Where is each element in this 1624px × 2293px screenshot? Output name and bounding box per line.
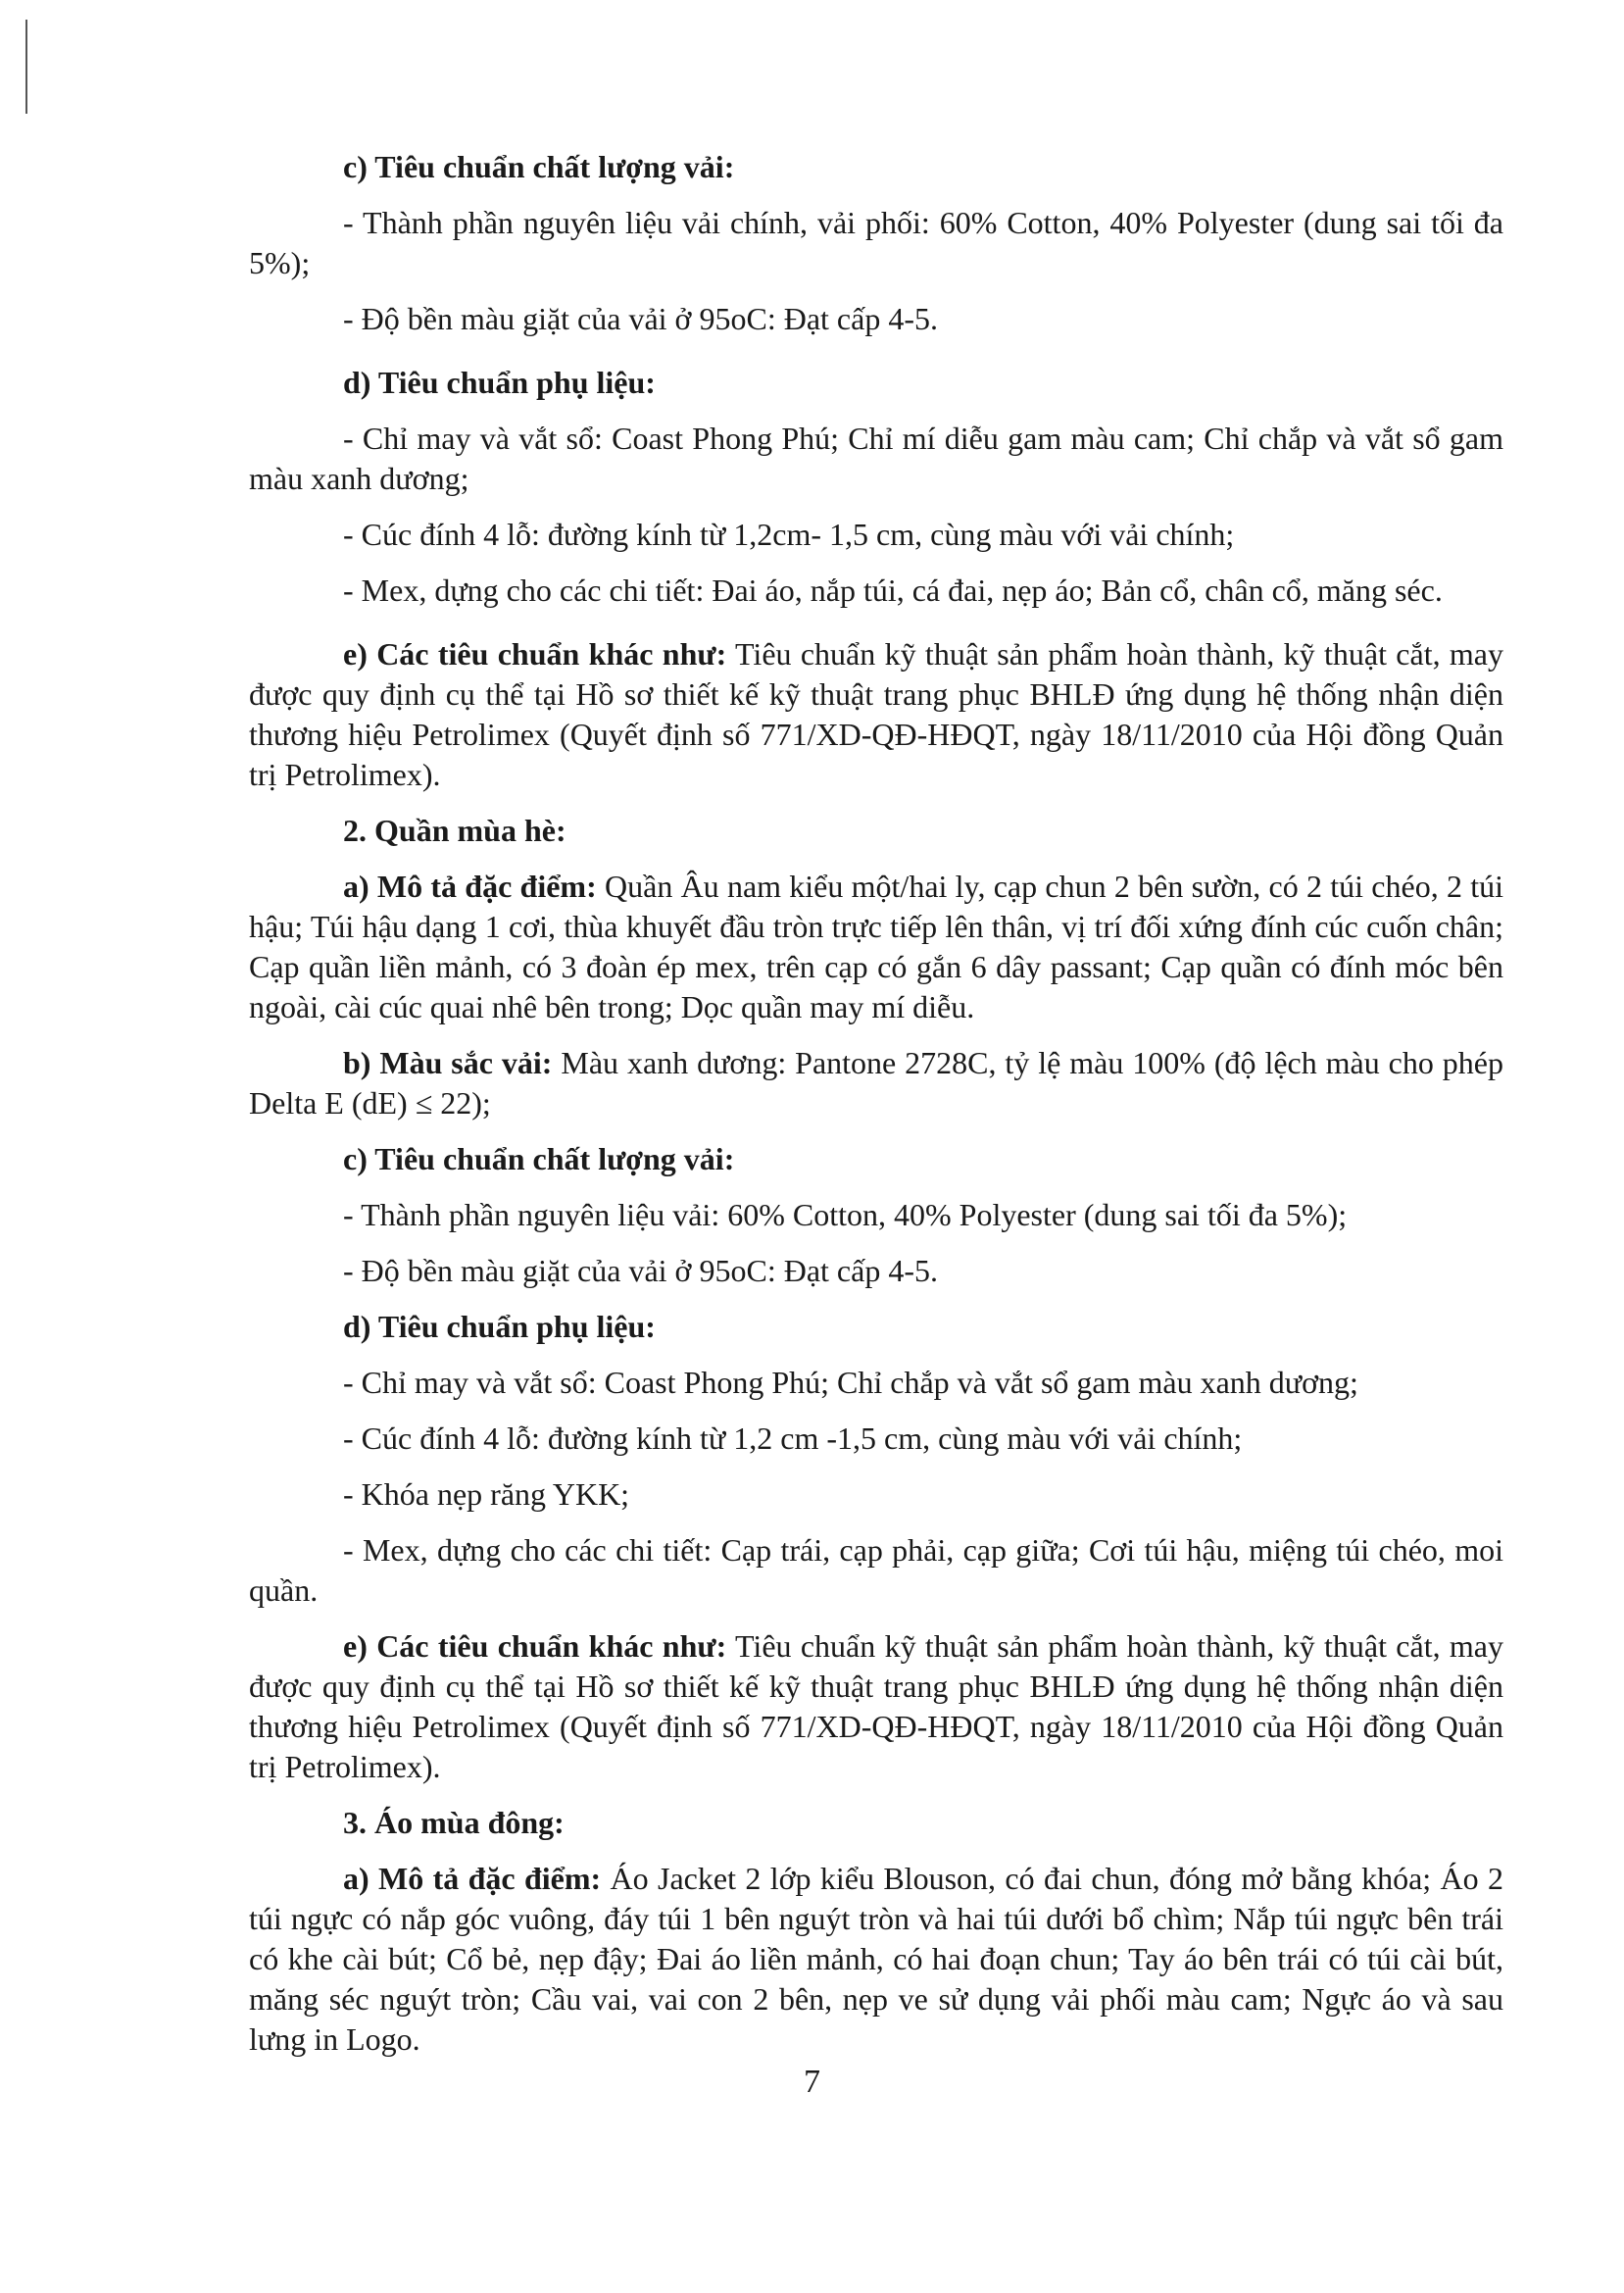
s2-e-label: e) Các tiêu chuẩn khác như: — [343, 1628, 727, 1664]
s2-e-paragraph — [249, 1626, 1503, 1787]
s2-a-label: a) Mô tả đặc điểm: — [343, 869, 597, 904]
s3-a-paragraph — [249, 1859, 1503, 2060]
s2-d-item-2: - Cúc đính 4 lỗ: đường kính từ 1,2 cm -1,5 cm, cùng màu với vải chính; — [343, 1421, 1243, 1456]
s2-heading: 2. Quần mùa hè: — [343, 813, 566, 848]
s1-d-heading: d) Tiêu chuẩn phụ liệu: — [343, 365, 656, 400]
s2-d-heading: d) Tiêu chuẩn phụ liệu: — [343, 1309, 656, 1344]
s2-e-text: Tiêu chuẩn kỹ thuật sản phẩm hoàn thành, kỹ thuật cắt, may được quy định cụ thể tại Hồ sơ thiết kế kỹ thuật trang phục BHLĐ ứng dụng hệ thống nhận diện thương hiệu Petrolimex (Quyết định số 771/XD-QĐ-HĐQT, ngày 18/11/2010 của Hội đồng Quản trị Petrolimex). — [249, 1628, 1504, 1784]
s2-d-item-4: - Mex, dựng cho các chi tiết: Cạp trái, cạp phải, cạp giữa; Cơi túi hậu, miệng túi chéo, moi quần. — [249, 1532, 1503, 1608]
s1-d-item-2: - Cúc đính 4 lỗ: đường kính từ 1,2cm- 1,5 cm, cùng màu với vải chính; — [343, 517, 1235, 552]
s1-d-item-1: - Chỉ may và vắt sổ: Coast Phong Phú; Chỉ mí diễu gam màu cam; Chỉ chắp và vắt sổ gam màu xanh dương; — [249, 421, 1503, 496]
s1-c-item-2: - Độ bền màu giặt của vải ở 95oC: Đạt cấp 4-5. — [343, 301, 938, 336]
s2-a-paragraph — [249, 867, 1503, 1027]
s1-e-text: Tiêu chuẩn kỹ thuật sản phẩm hoàn thành, kỹ thuật cắt, may được quy định cụ thể tại Hồ sơ thiết kế kỹ thuật trang phục BHLĐ ứng dụng hệ thống nhận diện thương hiệu Petrolimex (Quyết định số 771/XD-QĐ-HĐQT, ngày 18/11/2010 của Hội đồng Quản trị Petrolimex). — [249, 636, 1504, 792]
s3-a-label: a) Mô tả đặc điểm: — [343, 1861, 602, 1896]
s2-a-text: Quần Âu nam kiểu một/hai ly, cạp chun 2 bên sườn, có 2 túi chéo, 2 túi hậu; Túi hậu dạng 1 cơi, thùa khuyết đầu tròn trực tiếp lên thân, vị trí đối xứng đính cúc cuốn chân; Cạp quần liền mảnh, có 3 đoàn ép mex, trên cạp có gắn 6 dây passant; Cạp quần có đính móc bên ngoài, cài cúc quai nhê bên trong; Dọc quần may mí diễu. — [249, 869, 1504, 1024]
s1-c-item-1: - Thành phần nguyên liệu vải chính, vải phối: 60% Cotton, 40% Polyester (dung sai tối đa 5%); — [249, 205, 1503, 280]
s1-c-heading: c) Tiêu chuẩn chất lượng vải: — [343, 149, 735, 184]
s2-b-label: b) Màu sắc vải: — [343, 1045, 553, 1080]
s2-b-text: Màu xanh dương: Pantone 2728C, tỷ lệ màu 100% (độ lệch màu cho phép Delta E (dE) ≤ 22); — [249, 1045, 1504, 1121]
s2-d-item-1: - Chỉ may và vắt sổ: Coast Phong Phú; Chỉ chắp và vắt sổ gam màu xanh dương; — [343, 1365, 1358, 1400]
s2-c-item-1: - Thành phần nguyên liệu vải: 60% Cotton, 40% Polyester (dung sai tối đa 5%); — [343, 1197, 1348, 1232]
scan-edge-mark — [25, 20, 27, 114]
document-page — [249, 147, 1503, 2083]
page-number: 7 — [804, 2064, 820, 2100]
s2-d-item-3: - Khóa nẹp răng YKK; — [343, 1476, 630, 1512]
s2-c-heading: c) Tiêu chuẩn chất lượng vải: — [343, 1141, 735, 1176]
s3-a-text: Áo Jacket 2 lớp kiểu Blouson, có đai chun, đóng mở bằng khóa; Áo 2 túi ngực có nắp góc vuông, đáy túi 1 bên nguýt tròn và hai túi dưới bổ chìm; Nắp túi ngực bên trái có khe cài bút; Cổ bẻ, nẹp đậy; Đai áo liền mảnh, có hai đoạn chun; Tay áo bên trái có túi cài bút, măng séc nguýt tròn; Cầu vai, vai con 2 bên, nẹp ve sử dụng vải phối màu cam; Ngực áo và sau lưng in Logo. — [249, 1861, 1504, 2057]
s1-d-item-3: - Mex, dựng cho các chi tiết: Đai áo, nắp túi, cá đai, nẹp áo; Bản cổ, chân cổ, măng séc. — [343, 573, 1443, 608]
s1-e-label: e) Các tiêu chuẩn khác như: — [343, 636, 727, 672]
s2-b-paragraph — [249, 1043, 1503, 1123]
s1-e-paragraph — [249, 634, 1503, 795]
s2-c-item-2: - Độ bền màu giặt của vải ở 95oC: Đạt cấp 4-5. — [343, 1253, 938, 1288]
s3-heading: 3. Áo mùa đông: — [343, 1805, 565, 1840]
